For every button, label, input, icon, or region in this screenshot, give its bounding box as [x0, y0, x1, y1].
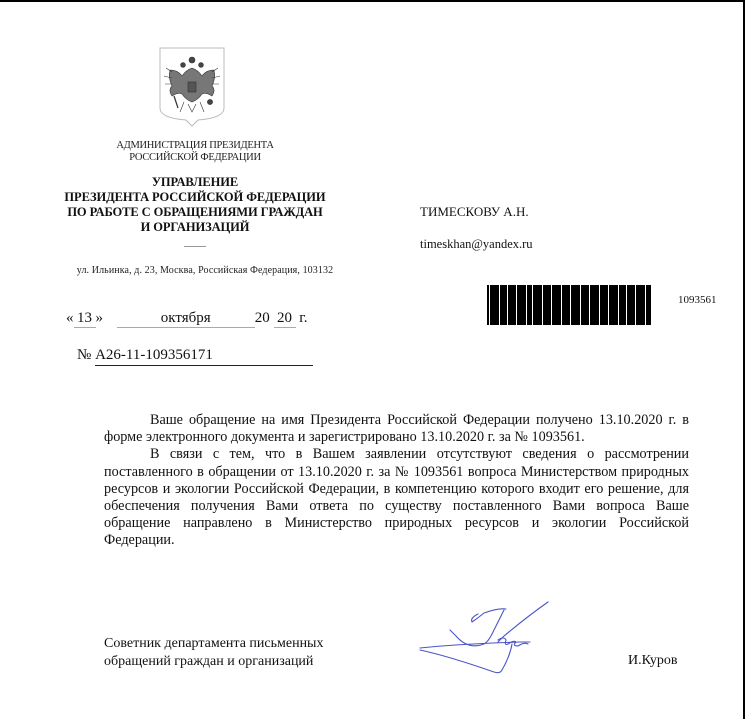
barcode-bar	[609, 285, 618, 325]
barcode-bar	[571, 285, 580, 325]
signer-name: И.Куров	[628, 653, 678, 668]
recipient-email: timeskhan@yandex.ru	[420, 237, 533, 251]
coat-of-arms-emblem	[158, 46, 226, 128]
date-month: октября	[117, 310, 255, 328]
registration-number-line	[77, 346, 313, 366]
signer-title	[104, 635, 323, 671]
signer-title-line: Советник департамента письменных	[104, 636, 324, 651]
barcode-bar	[533, 285, 542, 325]
date-suffix: г.	[299, 310, 308, 326]
department-line: ПРЕЗИДЕНТА РОССИЙСКОЙ ФЕДЕРАЦИИ	[64, 190, 326, 204]
barcode-bar	[581, 285, 589, 325]
department-name	[40, 175, 350, 235]
barcode-bar	[500, 285, 507, 325]
barcode-bar	[636, 285, 645, 325]
department-line: И ОРГАНИЗАЦИЙ	[140, 220, 250, 234]
barcode-bar	[562, 285, 570, 325]
document-date	[66, 310, 307, 328]
barcode-bar	[490, 285, 499, 325]
barcode-bar	[552, 285, 561, 325]
barcode-number: 1093561	[678, 294, 717, 306]
registration-number: А26-11-109356171	[95, 346, 313, 366]
barcode-bar	[527, 285, 532, 325]
body-paragraph: Ваше обращение на имя Президента Российской Федерации получено 13.10.2020 г. в форме электронного документа и зарегистрировано 13.10.2020 г. за № 1093561.	[104, 412, 689, 446]
date-century: 20	[254, 310, 270, 326]
date-year: 20	[274, 310, 296, 328]
barcode	[487, 285, 669, 325]
barcode-bar	[619, 285, 626, 325]
date-day: 13	[74, 310, 96, 328]
administration-line: РОССИЙСКОЙ ФЕДЕРАЦИИ	[129, 152, 261, 163]
letter-body	[104, 412, 689, 550]
barcode-bar	[646, 285, 651, 325]
number-sign: №	[77, 347, 92, 363]
barcode-bar	[543, 285, 551, 325]
body-paragraph: В связи с тем, что в Вашем заявлении отсутствуют сведения о рассмотрении поставленного в обращении от 13.10.2020 г. за № 1093561 вопроса Министерством природных ресурсов и экологии Российской Федерации, в компетенцию которого входит его решение, для обеспечения получения Вами ответа по существу поставленного Вами вопроса Ваше обращение направлено в Министерство природных ресурсов и экологии Российской Федерации.	[104, 446, 689, 549]
department-line: УПРАВЛЕНИЕ	[151, 175, 239, 189]
department-line: ПО РАБОТЕ С ОБРАЩЕНИЯМИ ГРАЖДАН	[67, 205, 323, 219]
administration-line: АДМИНИСТРАЦИЯ ПРЕЗИДЕНТА	[116, 140, 274, 151]
barcode-bar	[590, 285, 599, 325]
letterhead-divider	[184, 246, 206, 247]
barcode-bar	[600, 285, 608, 325]
date-open-quote: «	[66, 310, 74, 326]
barcode-bar	[517, 285, 526, 325]
department-address: ул. Ильинка, д. 23, Москва, Российская Федерация, 103132	[76, 265, 334, 276]
barcode-bar	[487, 285, 489, 325]
handwritten-signature	[408, 596, 553, 678]
barcode-bar	[627, 285, 635, 325]
signer-title-line: обращений граждан и организаций	[104, 654, 314, 669]
barcode-bar	[508, 285, 516, 325]
date-close-quote: »	[95, 310, 103, 326]
recipient-name: ТИМЕСКОВУ А.Н.	[420, 204, 529, 219]
administration-name	[90, 140, 300, 164]
